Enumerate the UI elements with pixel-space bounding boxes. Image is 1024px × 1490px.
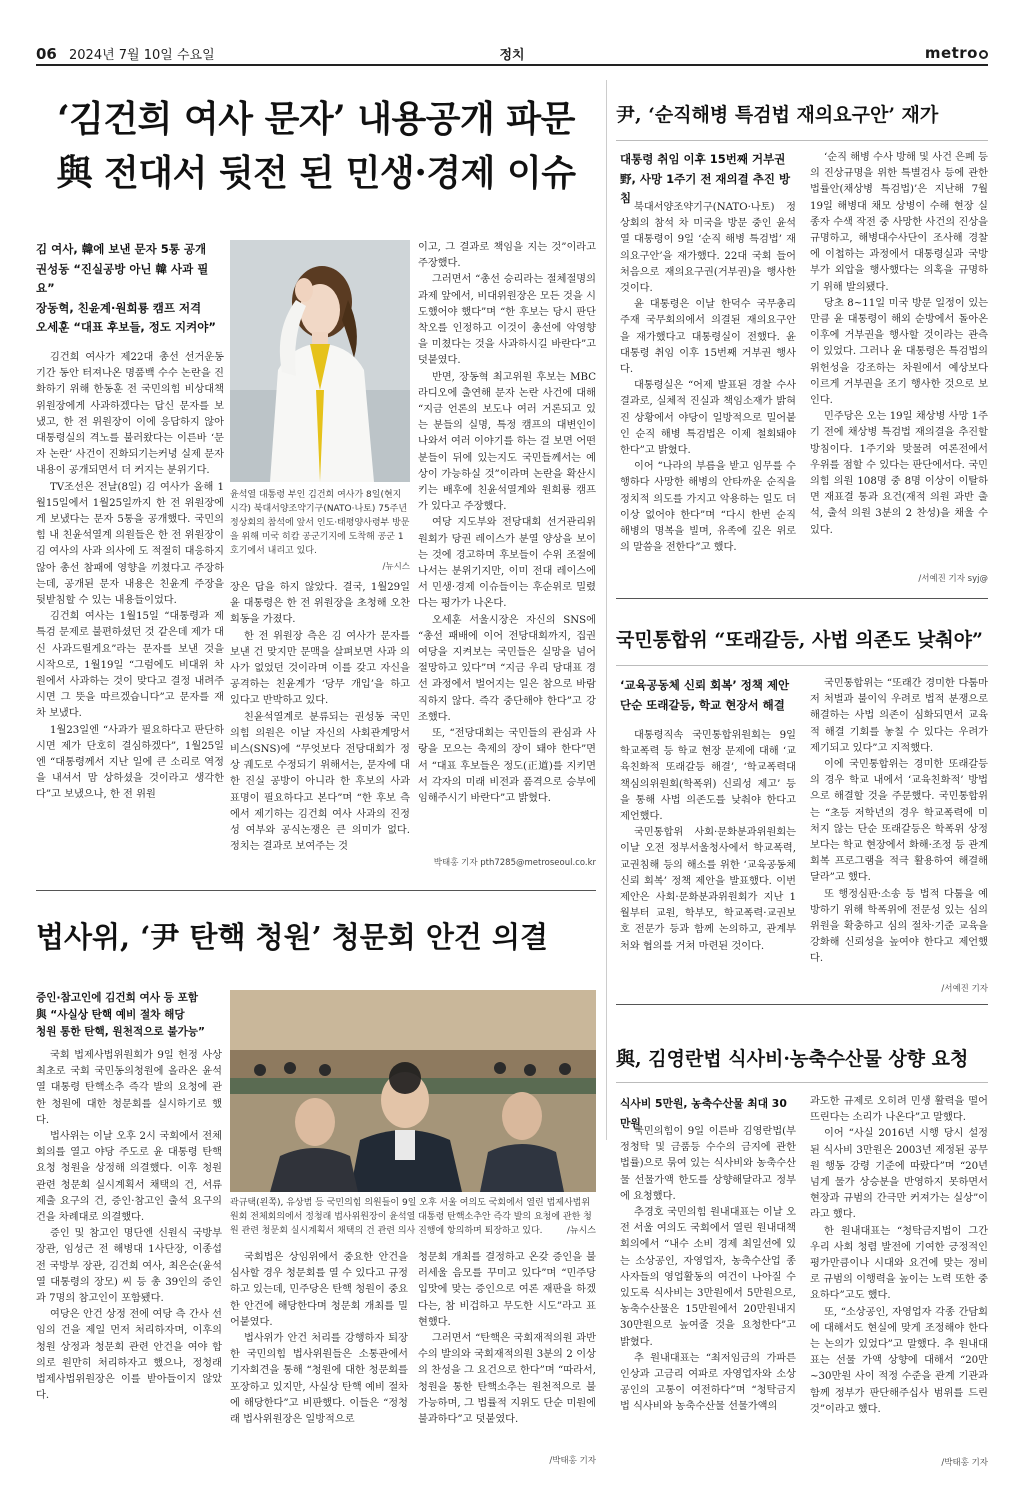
paragraph: 그러면서 “탄핵은 국회재적의원 과반수의 발의와 국회재적의원 3분의 2 이상의 찬성을 그 요건으로 한다”며 “따라서, 청원을 통한 탄핵소추는 원천적으로 불가능하며, 그 법률적 지위도 단순 미원에 불과하다”고 덧붙였다. xyxy=(418,1333,596,1426)
paragraph: 국회 법제사법위원회가 9일 헌정 사상 최초로 국회 국민동의청원에 올라온 윤석열 대통령 탄핵소추 즉각 발의 요청에 관한 청원에 대한 청문회를 실시하기로 했다. xyxy=(36,1050,222,1126)
article2-column-1 xyxy=(620,200,796,580)
header-rule xyxy=(36,64,988,66)
photo-illustration xyxy=(230,240,410,482)
article5-column-2 xyxy=(810,1094,988,1452)
page-number: 06 xyxy=(36,45,57,63)
paragraph: 여당은 안건 상정 전에 여당 측 간사 선임의 건을 제일 먼저 처리하자며, 이후의 청원 상정과 청문회 관련 안건을 여야 합의로 원만히 처리하자고 했으나, 정청래 법제사법위원장은 이를 받아들이지 않았다. xyxy=(36,1309,222,1402)
paragraph: 그러면서 “총선 승리라는 절체절명의 과제 앞에서, 비대위원장은 모든 것을 시도했어야 했다”며 “한 후보는 당시 판단 착오를 인정하고 이것이 총선에 악영향을 미쳤다는 것을 사과하시길 바란다”고 덧붙였다. xyxy=(418,274,596,367)
paragraph: 이고, 그 결과로 책임을 지는 것”이라고 주장했다. xyxy=(418,242,596,270)
subhead: 대통령 취임 이후 15번째 거부권 xyxy=(620,152,786,166)
caption-credit: /뉴시스 xyxy=(382,562,410,572)
article4-byline: /박태홍 기자 xyxy=(549,1456,596,1466)
paragraph: 한 원내대표는 “청탁금지법이 그간 우리 사회 청렴 발전에 기여한 긍정적인 평가만큼이나 시대와 요건에 맞는 정비로 규범의 이행력을 높이는 노력 또한 중요하다”고도 했다. xyxy=(810,1225,988,1302)
paragraph: 또, “소상공인, 자영업자 각종 간담회에 대해서도 현실에 맞게 조정해야 한다는 논의가 있었다”고 말했다. 추 원내대표는 선물 가액 상향에 대해서 “20만~30만원 사이 적정 수준을 관계 기관과 함께 정부가 판단해주십사 범위를 드린 것”이라고 했다. xyxy=(810,1306,988,1415)
article3-byline: /서예진 기자 xyxy=(941,984,988,994)
article1-subheads xyxy=(36,240,224,338)
article1-byline: 박태홍 기자 pth7285@metroseoul.co.kr xyxy=(433,858,596,868)
article4-photo-caption xyxy=(230,1196,596,1238)
article1-photo-caption xyxy=(230,488,410,574)
paragraph: 국민의힘이 9일 이른바 김영란법(부정청탁 및 금품등 수수의 금지에 관한 법률)으로 묶여 있는 식사비와 농축수산물 선물가액 한도를 상향해달라고 정부에 요청했다. xyxy=(620,1126,796,1202)
page-header xyxy=(0,0,1024,64)
paragraph: 이어 “사실 2016년 시행 당시 설정된 식사비 3만원은 2003년 제정된 공무원 행동 강령 기준에 따랐다”며 “20년 넘게 물가 상승분을 반영하지 못하면서 현장과 규범의 간극만 커져가는 실상”이라고 했다. xyxy=(810,1128,988,1221)
article2-byline: /서예진 기자 syj@ xyxy=(918,574,988,584)
article5-rule xyxy=(616,1082,988,1083)
issue-date: 2024년 7월 10일 수요일 xyxy=(69,48,215,63)
article3-rule xyxy=(616,665,988,666)
paragraph: 법사위는 이날 오후 2시 국회에서 전체회의를 열고 야당 주도로 윤 대통령 탄핵 요청 청원을 상정해 의결했다. 이후 청원 관련 청문회 실시계획서 채택의 건, 서류 제출 요구의 건, 증인·참고인 출석 요구의 건을 차례대로 의결했다. xyxy=(36,1131,222,1224)
paragraph: 반면, 장동혁 최고위원 후보는 MBC 라디오에 출연해 문자 논란 사건에 대해 “지금 언론의 보도나 여러 거론되고 있는 분들의 실명, 특정 캠프의 대변인이 나와서 여러 이야기를 하는 걸 보면 어떤 분들이 뒤에 있는지도 국민들께서는 예상이 가능하실 것”이라며 논란을 확산시키는 배후에 친윤석열계와 원희룡 캠프가 있다고 주장했다. xyxy=(418,371,596,513)
paragraph: 추경호 국민의힘 원내대표는 이날 오전 서울 여의도 국회에서 열린 원내대책회의에서 “내수 소비 경제 최일선에 있는 소상공인, 자영업자, 농축수산업 종사자들의 영업활동의 여건이 나아질 수 있도록 식사비는 3만원에서 5만원으로, 농축수산물은 15만원에서 20만원내지 30만원으로 높여줄 것을 요청한다”고 밝혔다. xyxy=(620,1207,796,1348)
article5-column-1 xyxy=(620,1124,796,1470)
article4-column-1 xyxy=(36,1048,222,1468)
paragraph: 대통령실은 “어제 발표된 경찰 수사 결과로, 실체적 진실과 책임소재가 밝혀진 상황에서 야당이 일방적으로 밀어붙인 순직 해병 특검법은 이제 철회돼야 한다”고 밝혔다. xyxy=(620,380,796,457)
caption-credit: /뉴시스 xyxy=(566,1226,596,1236)
paragraph: 당초 8~11일 미국 방문 일정이 있는 만큼 윤 대통령이 해외 순방에서 돌아온 이후에 거부권을 행사할 것이라는 관측이 있었다. 그러나 윤 대통령은 특검법의 위헌성을 강조하는 차원에서 예상보다 이르게 거부권을 조기 행사한 것으로 보인다. xyxy=(810,297,988,407)
article3-subheads xyxy=(620,676,796,715)
article1-column-3 xyxy=(418,240,596,852)
paragraph: 오세훈 서울시장은 자신의 SNS에 “총선 패배에 이어 전당대회까지, 집권 여당을 지켜보는 국민들은 실망을 넘어 절망하고 있다”며 “지금 우리 당대표 경선 과정에서 벌어지는 일은 참으로 바람직하지 않다. 즉각 중단해야 한다”고 강조했다. xyxy=(418,614,596,723)
paragraph: 국회법은 상임위에서 중요한 안건을 심사할 경우 청문회를 열 수 있다고 규정하고 있는데, 민주당은 탄핵 청원이 중요한 안건에 해당한다며 청문회 개최를 밀어붙였다. xyxy=(230,1252,408,1328)
article1-headline xyxy=(36,92,596,200)
paragraph: 북대서양조약기구(NATO·나토) 정상회의 참석 차 미국을 방문 중인 윤석열 대통령이 9일 ‘순직 해병 특검법’ 재의요구안’을 재가했다. 22대 국회 들어 처음으로 재의요구권(거부권)을 행사한 것이다. xyxy=(620,202,796,295)
article3-column-2 xyxy=(810,676,988,978)
subhead: 장동혁, 친윤계·원희룡 캠프 저격 xyxy=(36,300,202,315)
article1-title-line1: ‘김건희 여사 문자’ 내용공개 파문 xyxy=(57,98,575,140)
photo-illustration xyxy=(230,990,596,1192)
article2-rule xyxy=(616,140,988,141)
paragraph: TV조선은 전날(8일) 김 여사가 올해 1월15일에서 1월25일까지 한 전 위원장에게 보냈다는 문자 5통을 공개했다. 국민의힘 내 친윤석열계 의원들은 한 전 위원장이 김 여사의 사과 의사에 도 적절히 대응하지 않아 총선 참패에 영향을 끼쳤다고 주장하는데, 공개된 문자 내용은 친윤계 주장을 뒷받침할 수 있는 내용들이었다. xyxy=(36,481,224,607)
article3-title: 국민통합위 “또래갈등, 사법 의존도 낮춰야” xyxy=(616,629,983,651)
article2-column-2 xyxy=(810,150,988,568)
paragraph: 김건희 여사가 제22대 총선 선거운동 기간 동안 터져나온 명품백 수수 논란을 진화하기 위해 한동훈 전 국민의힘 비상대책위원장에게 사과하겠다는 답신 문자를 보냈고, 한 전 위원장이 이에 응답하지 않아 대통령실의 격노를 불러왔다는 이른바 ‘문자 논란’ 사건이 진화되기는커녕 실제 문자 내용이 공개되면서 더 커지는 분위기다. xyxy=(36,352,224,477)
paragraph: 국민통합위는 “또래간 경미한 다툼마저 처벌과 불이익 우려로 법적 분쟁으로 해결하는 사법 의존이 심화되면서 교육적 해결 기회를 놓칠 수 있다는 우려가 제기되고 있다”고 지적했다. xyxy=(810,678,988,754)
paragraph: ‘순직 해병 수사 방해 및 사건 은폐 등의 진상규명을 위한 특별검사 등에 관한 법률안(채상병 특검법)’은 지난해 7월19일 해병대 채모 상병이 수해 현장 실종자 수색 작전 중 사망한 사건의 진상을 규명하고, 해병대수사단이 조사해 경찰에 이첩하는 과정에서 대통령실과 국방부가 외압을 행사했다는 의혹을 규명하기 위해 발의됐다. xyxy=(810,152,988,293)
subhead: 오세훈 “대표 후보들, 정도 지켜야” xyxy=(36,320,216,334)
subhead: 단순 또래갈등, 학교 현장서 해결 xyxy=(620,697,785,712)
paragraph: 여당 지도부와 전당대회 선거관리위원회가 당권 레이스가 분열 양상을 보이는 것에 경고하며 후보들이 수위 조절에 나서는 분위기지만, 이미 전대 레이스에서 민생·경제 이슈들이는 후순위로 밀렸다는 평가가 나온다. xyxy=(418,517,596,610)
paragraph: 김건희 여사는 1월15일 “대통령과 제 특검 문제로 불편하셨던 것 같은데 제가 대신 사과드릴게요”라는 문자를 보낸 것을 시작으로, 1월19일 “그럼에도 비대위 차원에서 사과하는 것이 맞다고 결정 내려주시면 그 뜻을 따르겠습니다”고 문자를 재차 보냈다. xyxy=(36,611,224,720)
paragraph: 윤 대통령은 이날 한덕수 국무총리 주재 국무회의에서 의결된 재의요구안을 재가했다고 대통령실이 전했다. 윤 대통령 취임 이후 15번째 거부권 행사다. xyxy=(620,299,796,376)
article4-subheads xyxy=(36,990,222,1041)
subhead: 식사비 5만원, 농축수산물 최대 30만원 xyxy=(620,1097,787,1130)
section-rule xyxy=(616,1004,988,1005)
paragraph: 대통령직속 국민통합위원회는 9일 학교폭력 등 학교 현장 문제에 대해 ‘교육친화적 또래갈등 해결’, ‘학교폭력대책심의위원회(학폭위) 신뢰성 제고’ 등을 통해 사법 의존도를 낮춰야 한다고 제언했다. xyxy=(620,730,796,823)
article5-byline: /박태홍 기자 xyxy=(941,1458,988,1468)
paragraph: 국민통합위 사회·문화분과위원회는 이날 오전 정부서울청사에서 학교폭력, 교권침해 등의 해소를 위한 ‘교육공동체 신뢰 회복’ 정책 제안을 발표했다. 이번 제안은 사회·문화분과위원회가 지난 1월부터 교원, 학부모, 학교폭력·교권보호 전문가 등과 함께 논의하고, 관계부처와 협의를 거쳐 마련된 것이다. xyxy=(620,827,796,952)
paragraph: 장은 답을 하지 않았다. 결국, 1월29일 윤 대통령은 한 전 위원장을 초청해 오찬회동을 가졌다. xyxy=(230,582,410,626)
paragraph: 청문회 개최를 결정하고 온갖 증인을 불러세울 음모를 꾸미고 있다”며 “민주당 입맛에 맞는 증인으로 여론 재판을 하겠다는, 참 비겁하고 무도한 시도”라고 표현했다. xyxy=(418,1252,596,1328)
article3-column-1 xyxy=(620,728,796,998)
paragraph: 이에 국민통합위는 경미한 또래갈등의 경우 학교 내에서 ‘교육친화적’ 방법으로 해결할 것을 주문했다. 국민통합위는 “초등 저학년의 경우 학교폭력에 미처지 않는 단순 또래갈등은 학폭위 상정보다는 학교 현장에서 화해·조정 등 관계회복 프로그램을 적극 활용하여 해결해달라”고 했다. xyxy=(810,759,988,884)
paragraph: 추 원내대표는 “최저임금의 가파른 인상과 고금리 여파로 자영업자와 소상공인의 고통이 여전하다”며 “청탁금지법 식사비와 농축수산물 선물가액의 xyxy=(620,1352,796,1413)
assembly-photo xyxy=(230,990,596,1192)
kim-keon-hee-photo xyxy=(230,240,410,482)
subhead: 野, 사망 1주기 전 재의결 추진 방침 xyxy=(620,171,791,205)
article1-column-1 xyxy=(36,350,224,870)
section-rule xyxy=(616,598,988,599)
section-rule xyxy=(36,890,596,891)
article5-title: 與, 김영란법 식사비·농축수산물 상향 요청 xyxy=(616,1048,969,1070)
paragraph: 민주당은 오는 19일 채상병 사망 1주기 전에 채상병 특검법 재의결을 추진할 방침이다. 1주기와 맞물려 여론전에서 우위를 점할 수 있다는 판단에서다. 국민의힘 의원 108명 중 8명 이상이 이탈하면 재표결 통과 요건(재적 의원 과반 출석, 출석 의원 3분의 2 찬성)을 채울 수 있다. xyxy=(810,411,988,536)
caption-text: 곽규택(왼쪽), 유상범 등 국민의힘 의원들이 9일 오후 서울 여의도 국회에서 열린 법제사법위원회 전체회의에서 정청래 법사위원장이 윤석열 대통령 탄핵소추안 즉각 발의 요청에 관한 청원 관련 청문회 실시계획서 채택의 건 관련 의사 진행에 항의하며 퇴장하고 있다. xyxy=(230,1198,592,1236)
paragraph: 법사위가 안건 처리를 강행하자 퇴장한 국민의힘 법사위원들은 소통관에서 기자회견을 통해 “청원에 대한 청문회를 포장하고 있지만, 사실상 탄핵 예비 절차에 해당한다”고 비판했다. 이들은 “정청래 법사위원장은 일방적으로 xyxy=(230,1333,408,1426)
subhead: ‘교육공동체 신뢰 회복’ 정책 제안 xyxy=(620,678,790,692)
article1-column-2 xyxy=(230,580,410,870)
subhead: 권성동 “진실공방 아닌 韓 사과 필요” xyxy=(36,261,209,295)
article4-title: 법사위, ‘尹 탄핵 청원’ 청문회 안건 의결 xyxy=(36,920,549,954)
article4-column-2 xyxy=(230,1250,408,1468)
paragraph: 친윤석열계로 분류되는 권성동 국민의힘 의원은 이날 자신의 사회관계망서비스(SNS)에 “무엇보다 전당대회가 정상 궤도로 수정되기 위해서는, 문자에 대한 진실 공방이 아니라 한 후보의 사과 표명이 필요하다고 본다”며 “한 후보 측에서 제기하는 김건희 여사 사과의 진정성 여부와 공식논쟁은 큰 의미가 없다. 정치는 결과로 보여주는 것 xyxy=(230,711,410,853)
paragraph: 1월23일엔 “사과가 필요하다고 판단하시면 제가 단호히 결심하겠다”, 1월25일엔 “대통령께서 지난 일에 큰 소리로 역정을 내셔서 맘 상하셨을 것이라고 생각한다”고 보냈으나, 한 전 위원 xyxy=(36,724,224,801)
paragraph: 또, “전당대회는 국민들의 관심과 사랑을 모으는 축제의 장이 돼야 한다”면서 “대표 후보들은 정도(正道)를 지키면서 각자의 미래 비전과 품격으로 승부에 임해주시기 바란다”고 밝혔다. xyxy=(418,728,596,804)
caption-text: 윤석열 대통령 부인 김건희 여사가 8일(현지시각) 북대서양조약기구(NATO·나토) 75주년 정상회의 참석에 앞서 인도·태평양사령부 방문을 위해 미국 히캄 공군기지에 도착해 공군 1호기에서 내리고 있다. xyxy=(230,490,410,556)
subhead: 청원 통한 탄핵, 원천적으로 불가능” xyxy=(36,1026,206,1038)
article2-title: 尹, ‘순직해병 특검법 재의요구안’ 재가 xyxy=(616,104,939,126)
subhead: 與 “사실상 탄핵 예비 절차 해당 xyxy=(36,1009,185,1021)
paragraph: 이어 “나라의 부름을 받고 임무를 수행하다 사망한 해병의 안타까운 순직을 정치적 의도를 가지고 악용하는 일도 더 이상 없어야 한다”며 “다시 한번 순직 해병의 명복을 빌며, 유족에 깊은 위로의 말씀을 전한다”고 했다. xyxy=(620,461,796,554)
article1-title-line2: 與 전대서 뒷전 된 민생·경제 이슈 xyxy=(56,152,576,194)
subhead: 증인·참고인에 김건희 여사 등 포함 xyxy=(36,992,199,1004)
paragraph: 증인 및 참고인 명단엔 신원식 국방부 장관, 임성근 전 해병대 1사단장, 이종섭 전 국방부 장관, 김건희 여사, 최은순(윤석열 대통령의 장모) 씨 등 총 39인의 증인과 7명의 참고인이 포함됐다. xyxy=(36,1228,222,1305)
article4-column-3 xyxy=(418,1250,596,1450)
paragraph: 과도한 규제로 오히려 민생 활력을 떨어뜨린다는 소리가 나온다”고 말했다. xyxy=(810,1096,988,1124)
subhead: 김 여사, 韓에 보낸 문자 5통 공개 xyxy=(36,242,207,256)
column-divider xyxy=(606,80,607,1140)
section-name: 정치 xyxy=(499,48,525,63)
paragraph: 한 전 위원장 측은 김 여사가 문자를 보낸 건 맞지만 문맥을 살펴보면 사과 의사가 없었던 것이라며 이를 갖고 자신을 공격하는 친윤계가 ‘당무 개입’을 하고 있다고 반박하고 있다. xyxy=(230,630,410,707)
paragraph: 또 행정심판·소송 등 법적 다툼을 예방하기 위해 학폭위에 전문성 있는 심의위원을 확충하고 심의 절차·기준 교육을 강화해 신뢰성을 높여야 한다고 제언했다. xyxy=(810,888,988,965)
metro-logo: metro xyxy=(925,44,988,62)
